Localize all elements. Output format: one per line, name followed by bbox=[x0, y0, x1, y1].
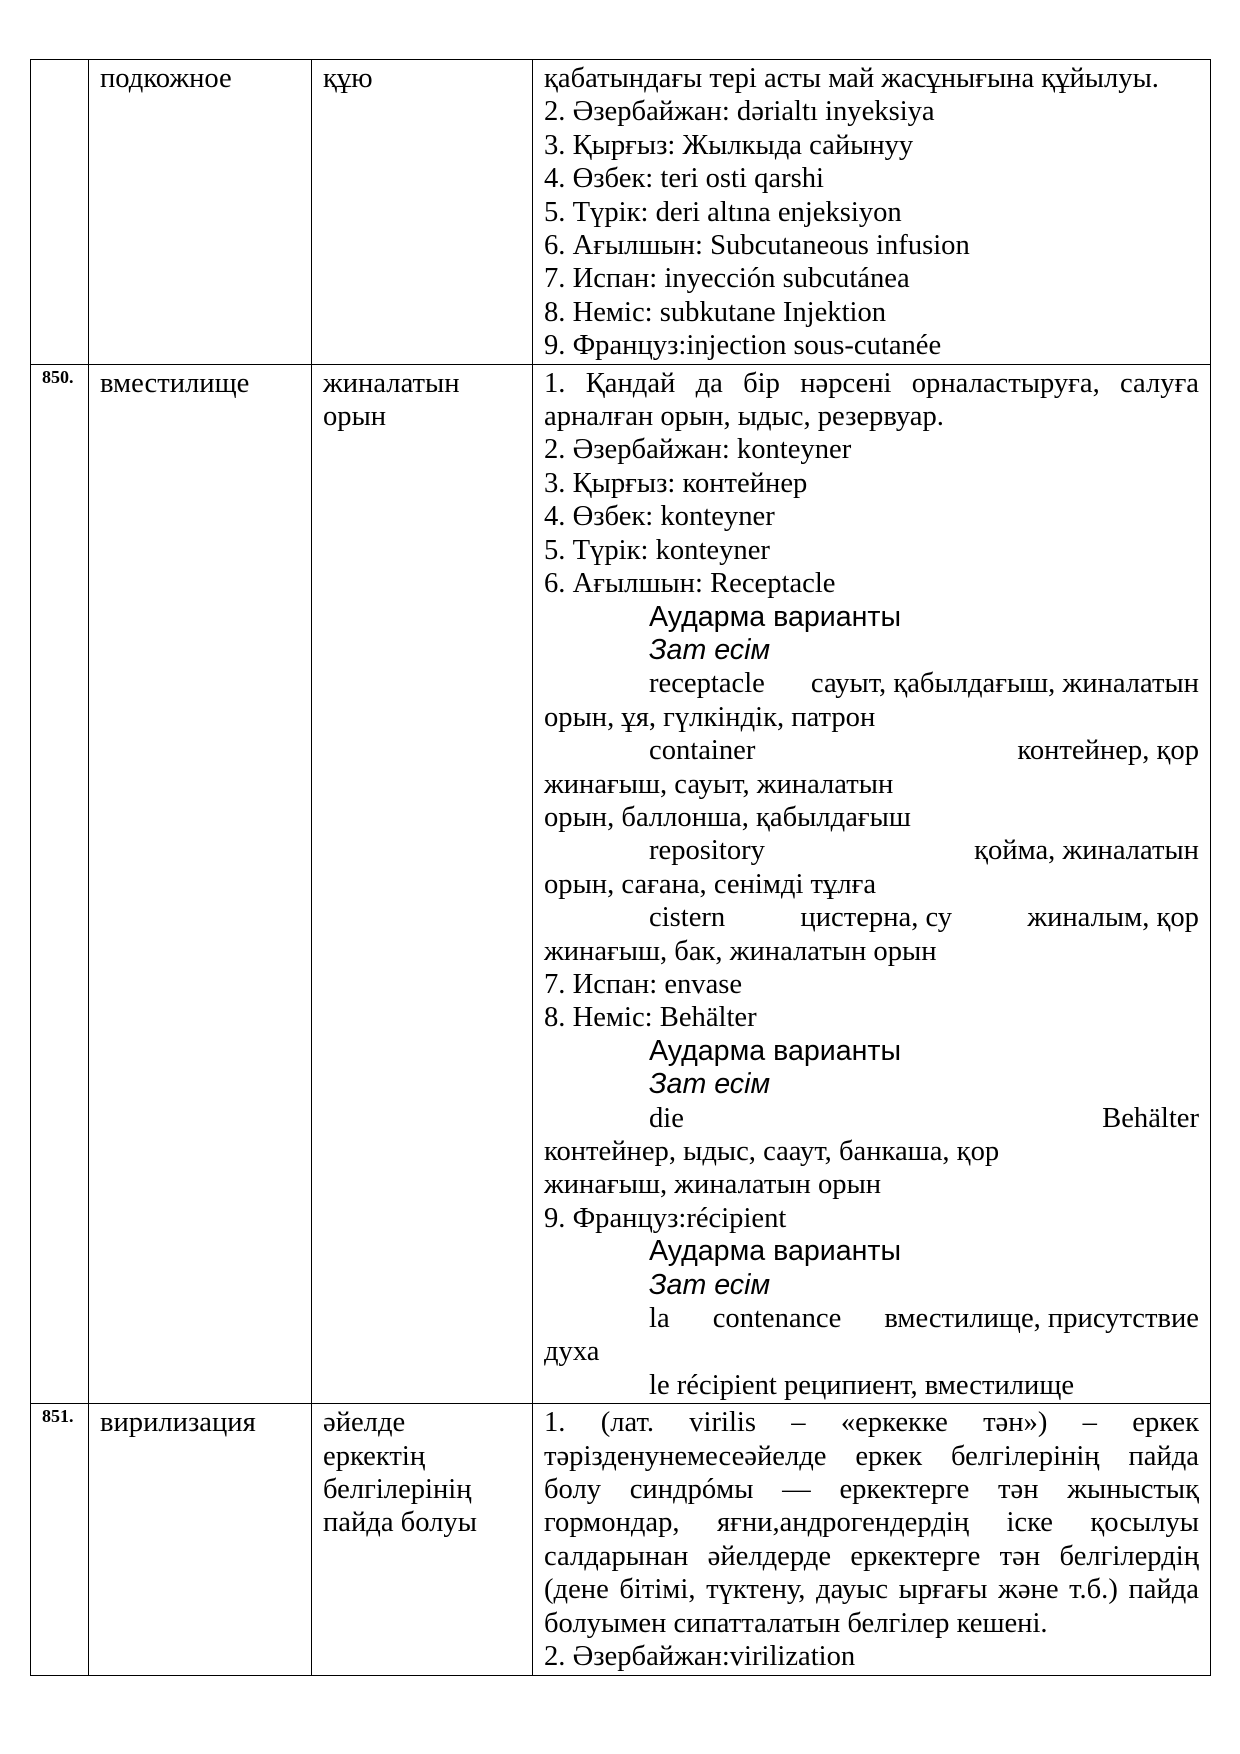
kazakh-term-cell bbox=[312, 1404, 533, 1675]
description-line: 5. Түрік: deri altına enjeksiyon bbox=[544, 196, 902, 228]
description-line: 5. Түрік: konteyner bbox=[544, 534, 770, 566]
translation-line bbox=[544, 1302, 1199, 1335]
kazakh-term-cell bbox=[312, 364, 533, 1404]
kazakh-term-line: құю bbox=[323, 63, 373, 94]
part-of-speech-label: Зат есім bbox=[649, 1268, 771, 1301]
translation-meaning: сауыт, қабылдағыш, жиналатын bbox=[810, 668, 1199, 700]
table-row-851 bbox=[31, 1404, 1211, 1675]
russian-term: вместилище bbox=[100, 367, 250, 399]
kazakh-term-line: пайда болуы bbox=[323, 1507, 477, 1539]
russian-term-cell bbox=[89, 364, 312, 1404]
description-line: 9. Француз:injection sous-cutanée bbox=[544, 330, 942, 362]
description-line: 3. Қырғыз: контейнер bbox=[544, 467, 808, 499]
entry-number-cell: 850. bbox=[31, 364, 89, 1404]
description-line: 2. Әзербайжан: dərialtı inyeksiya bbox=[544, 96, 935, 128]
russian-term-cell bbox=[89, 60, 312, 365]
description-line: жинағыш, жиналатын орын bbox=[544, 1169, 882, 1201]
kazakh-term-line: әйелде bbox=[323, 1407, 406, 1439]
translation-variants-heading: Аударма варианты bbox=[649, 600, 902, 633]
russian-term: вирилизация bbox=[100, 1407, 256, 1439]
description-line: (дене бітімі, түктену, дауыс ырғағы және т.б.) пайда bbox=[544, 1574, 1199, 1606]
description-line: қабатындағы тері асты май жасұнығына құйылуы. bbox=[544, 63, 1159, 94]
description-line: жинағыш, сауыт, жиналатын bbox=[544, 768, 894, 800]
russian-term-cell bbox=[89, 1404, 312, 1675]
translation-term: la bbox=[649, 1303, 670, 1335]
translation-term: cistern bbox=[649, 902, 726, 934]
description-line: тәрізденунемесеәйелде еркек белгілерінің пайда bbox=[544, 1440, 1199, 1472]
entry-number-cell bbox=[31, 60, 89, 365]
table-row-850 bbox=[31, 364, 1211, 1404]
translation-line bbox=[544, 834, 1199, 867]
description-line: 7. Испан: envase bbox=[544, 968, 743, 1000]
translation-meaning: цистерна, су bbox=[800, 902, 953, 934]
translation-term: die bbox=[649, 1102, 684, 1134]
translation-line bbox=[544, 901, 1199, 934]
translation-meaning: жиналым, қор bbox=[1027, 902, 1199, 934]
translation-line bbox=[544, 734, 1199, 767]
description-line: гормондар, яғни,андрогендердің іске қосылуы bbox=[544, 1507, 1199, 1539]
description-line: салдарынан әйелдерде еркектерге тән белгілердің bbox=[544, 1540, 1199, 1572]
description-line: арналған орын, ыдыс, резервуар. bbox=[544, 401, 944, 433]
description-line: 8. Неміс: Behälter bbox=[544, 1002, 757, 1034]
translation-term: repository bbox=[649, 835, 765, 867]
description-line: 6. Ағылшын: Subcutaneous infusion bbox=[544, 230, 970, 262]
description-cell bbox=[533, 1404, 1211, 1675]
description-line: 4. Өзбек: teri osti qarshi bbox=[544, 163, 824, 195]
description-cell bbox=[533, 60, 1211, 365]
translation-meaning: қойма, жиналатын bbox=[974, 835, 1199, 867]
translation-term: Behälter bbox=[1102, 1102, 1199, 1134]
description-line: 2. Әзербайжан: konteyner bbox=[544, 434, 852, 466]
kazakh-term-cell bbox=[312, 60, 533, 365]
description-line: болуымен сипатталатын белгілер кешені. bbox=[544, 1607, 1048, 1639]
translation-meaning: контейнер, қор bbox=[1017, 735, 1199, 767]
description-line: болу синдрóмы — еркектерге тән жыныстық bbox=[544, 1474, 1199, 1506]
description-line: 9. Француз:récipient bbox=[544, 1202, 787, 1234]
translation-variants-heading: Аударма варианты bbox=[649, 1034, 902, 1067]
description-line: 8. Неміс: subkutane Injektion bbox=[544, 296, 887, 328]
entry-number-cell: 851. bbox=[31, 1404, 89, 1675]
description-line: 2. Әзербайжан:virilization bbox=[544, 1641, 856, 1673]
terms-table bbox=[30, 59, 1211, 1676]
part-of-speech-label: Зат есім bbox=[649, 633, 771, 666]
translation-term: receptacle bbox=[649, 668, 765, 700]
description-line: орын, сағана, сенімді тұлға bbox=[544, 868, 877, 900]
translation-line bbox=[544, 667, 1199, 700]
description-line: 7. Испан: inyección subcutánea bbox=[544, 263, 910, 295]
description-line: орын, ұя, гүлкіндік, патрон bbox=[544, 701, 876, 733]
table-row-continuation bbox=[31, 60, 1211, 365]
translation-term: container bbox=[649, 735, 756, 767]
kazakh-term-line: жиналатын bbox=[323, 367, 460, 399]
description-cell bbox=[533, 364, 1211, 1404]
russian-term: подкожное bbox=[100, 63, 232, 94]
kazakh-term-line: белгілерінің bbox=[323, 1474, 472, 1506]
description-line: духа bbox=[544, 1336, 600, 1368]
kazakh-term-line: еркектің bbox=[323, 1440, 426, 1472]
translation-variants-heading: Аударма варианты bbox=[649, 1235, 902, 1268]
description-line: 1. Қандай да бір нәрсені орналастыруға, салуға bbox=[544, 367, 1199, 399]
translation-line: le récipient реципиент, вместилище bbox=[649, 1369, 1075, 1401]
part-of-speech-label: Зат есім bbox=[649, 1068, 771, 1101]
description-line: 3. Қырғыз: Жылкыда сайынуу bbox=[544, 129, 914, 161]
description-line: орын, баллонша, қабылдағыш bbox=[544, 801, 911, 833]
translation-term: contenance bbox=[712, 1303, 842, 1335]
description-line: контейнер, ыдыс, сааут, банкаша, қор bbox=[544, 1136, 1000, 1167]
description-line: 6. Ағылшын: Receptacle bbox=[544, 568, 836, 600]
description-line: 4. Өзбек: konteyner bbox=[544, 501, 775, 533]
translation-meaning: вместилище, присутствие bbox=[884, 1303, 1199, 1335]
translation-line bbox=[544, 1102, 1199, 1135]
kazakh-term-line: орын bbox=[323, 401, 387, 433]
description-line: 1. (лат. virilis – «еркекке тән») – еркек bbox=[544, 1407, 1199, 1439]
description-line: жинағыш, бак, жиналатын орын bbox=[544, 935, 937, 967]
